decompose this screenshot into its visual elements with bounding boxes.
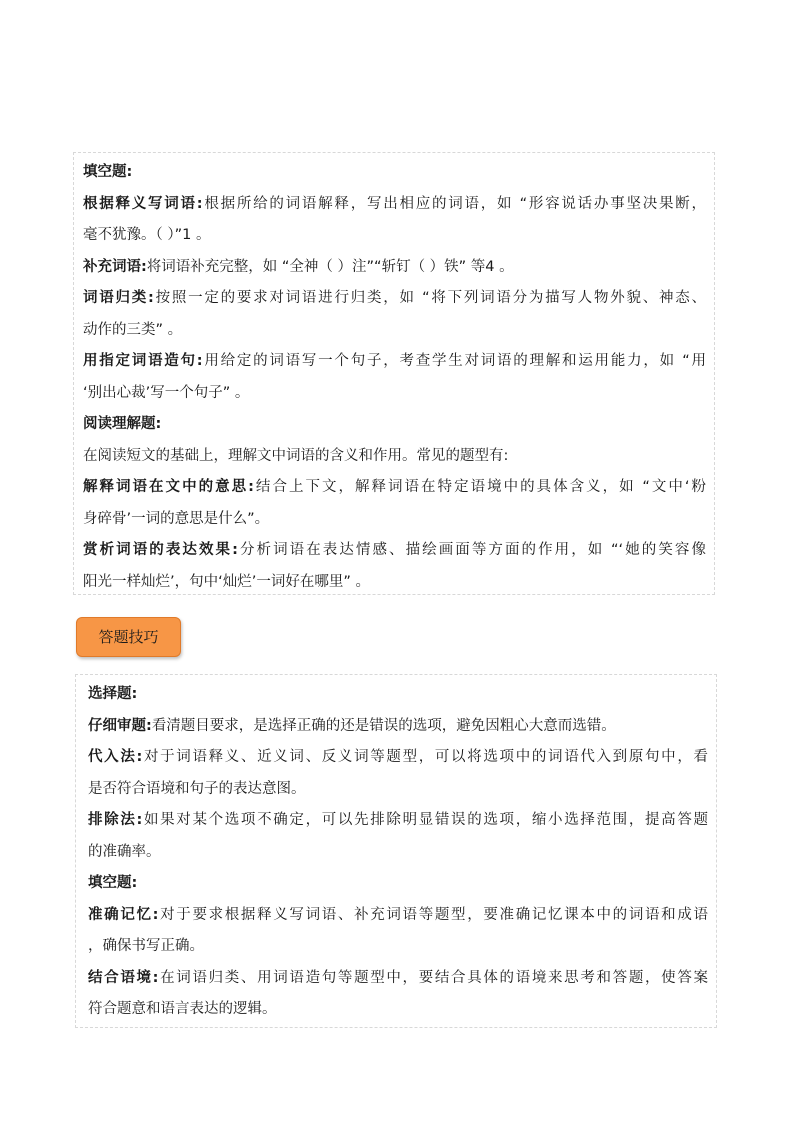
- item-title: 排除法:: [88, 812, 143, 828]
- choice-heading: 选择题:: [88, 686, 138, 702]
- item-title: 词语归类:: [83, 290, 154, 306]
- item-text: 如果对某个选项不确定，可以先排除明显错误的选项，缩小选择范围，提高答题: [142, 812, 708, 828]
- item-text: 按照一定的要求对词语进行归类，如 “将下列词语分为描写人物外貌、神态、: [153, 290, 706, 306]
- tip-substitution: [88, 742, 708, 774]
- item-text-continued: 毫不犹豫。（ ）”1 。: [83, 227, 211, 243]
- item-text: 根据所给的词语解释，写出相应的词语，如 “形容说话办事坚决果断，: [202, 195, 706, 212]
- fill-blank-heading: 填空题:: [83, 164, 133, 180]
- reading-heading: 阅读理解题:: [83, 416, 162, 432]
- tip-elimination: [88, 805, 708, 837]
- item-title: 补充词语:: [83, 258, 147, 275]
- tip-context: [88, 963, 708, 995]
- item-appreciate-effect: [83, 535, 706, 567]
- question-types-box: [73, 152, 715, 595]
- item-complete-words: [83, 252, 706, 284]
- item-text: 在词语归类、用词语造句等题型中，要结合具体的语境来思考和答题，使答案: [158, 969, 708, 986]
- item-title: 结合语境:: [88, 969, 159, 986]
- item-title: 解释词语在文中的意思:: [83, 479, 254, 495]
- item-title: 用指定词语造句:: [83, 353, 203, 369]
- item-text-continued: 阳光一样灿烂’，句中‘灿烂’一词好在哪里” 。: [83, 573, 370, 590]
- item-text: 看清题目要求，是选择正确的还是错误的选项，避免因粗心大意而选错。: [151, 717, 616, 734]
- item-text-continued: 身碎骨’一词的意思是什么”。: [83, 510, 270, 527]
- answer-tips-box: [75, 674, 717, 1028]
- item-text-continued: ，确保书写正确。: [88, 938, 204, 954]
- item-title: 赏析词语的表达效果:: [83, 542, 238, 558]
- fill-tips-heading: 填空题:: [88, 875, 138, 891]
- item-title: 仔细审题:: [88, 717, 152, 734]
- item-text-continued: ‘别出心裁’写一个句子” 。: [83, 384, 250, 401]
- item-text-continued: 是否符合语境和句子的表达意图。: [88, 780, 306, 797]
- reading-intro: 在阅读短文的基础上，理解文中词语的含义和作用。常见的题型有:: [83, 447, 509, 464]
- item-make-sentence: [83, 346, 706, 378]
- tips-tag: 答题技巧: [76, 617, 181, 657]
- item-text: 将词语补充完整，如 “全神（ ）注”“斩钉（ ）铁” 等4 。: [146, 258, 514, 275]
- item-text: 对于要求根据释义写词语、补充词语等题型，要准确记忆课本中的词语和成语: [158, 906, 708, 923]
- item-title: 根据释义写词语:: [83, 195, 203, 212]
- item-title: 代入法:: [88, 749, 143, 765]
- item-explain-meaning: [83, 472, 706, 504]
- item-title: 准确记忆:: [88, 906, 159, 923]
- item-text: 对于词语释义、近义词、反义词等题型，可以将选项中的词语代入到原句中，看: [142, 749, 708, 765]
- tip-memorize: [88, 900, 708, 932]
- item-text-continued: 动作的三类” 。: [83, 321, 183, 338]
- item-text: 分析词语在表达情感、描绘画面等方面的作用，如 “‘她的笑容像: [237, 542, 706, 558]
- item-text-continued: 符合题意和语言表达的逻辑。: [88, 1001, 277, 1017]
- tip-read-carefully: [88, 711, 708, 743]
- item-text: 结合上下文，解释词语在特定语境中的具体含义，如 “文中‘粉: [253, 479, 706, 495]
- item-text-continued: 的准确率。: [88, 843, 161, 860]
- item-classify-words: [83, 283, 706, 315]
- item-define-words: [83, 189, 706, 221]
- item-text: 用给定的词语写一个句子，考查学生对词语的理解和运用能力，如 “用: [202, 353, 706, 369]
